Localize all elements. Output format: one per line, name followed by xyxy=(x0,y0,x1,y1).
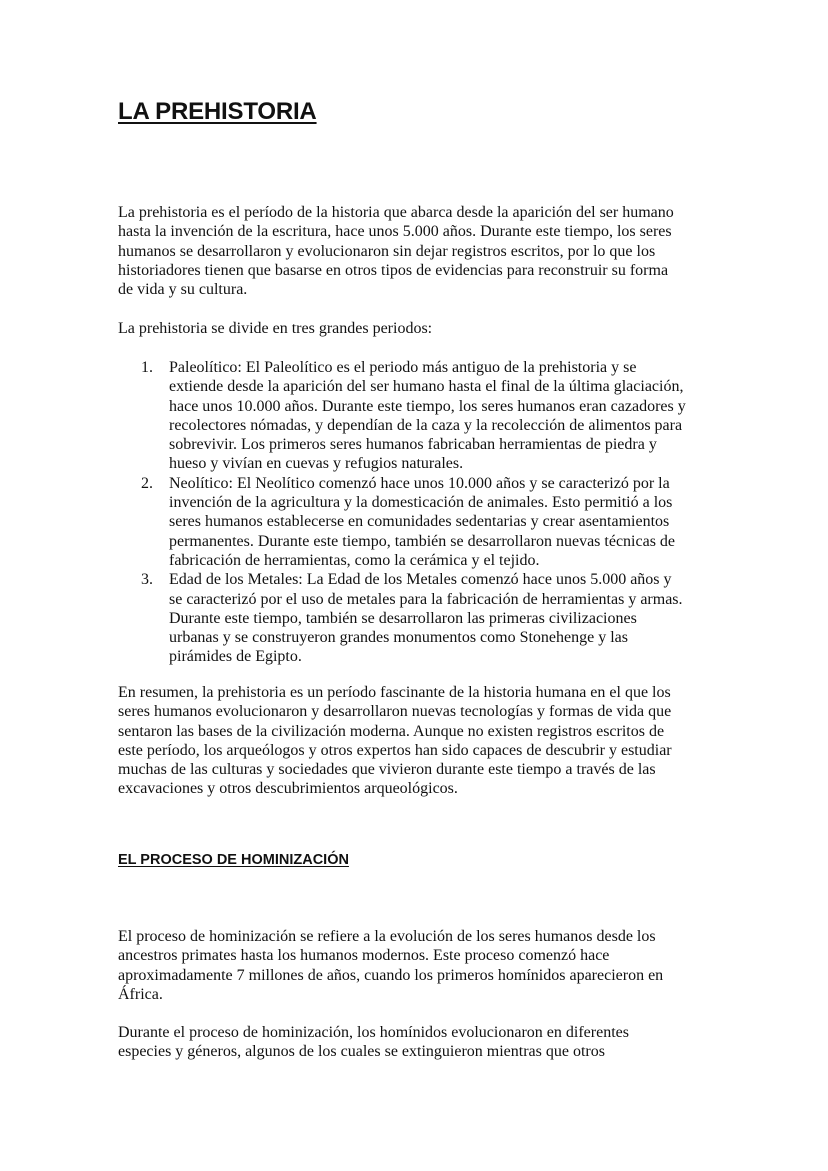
periods-intro: La prehistoria se divide en tres grandes periodos: xyxy=(118,320,433,337)
text-line: historiadores tienen que basarse en otros tipos de evidencias para reconstruir su forma xyxy=(118,261,669,279)
hominization-paragraph-2 xyxy=(118,1023,629,1062)
text-line: urbanas y se construyeron grandes monumentos como Stonehenge y las xyxy=(169,629,629,647)
list-item-edad-metales xyxy=(141,570,686,666)
list-item-neolitico xyxy=(141,474,686,570)
text-line: Durante el proceso de hominización, los homínidos evolucionaron en diferentes xyxy=(118,1024,629,1041)
text-line: de vida y su cultura. xyxy=(118,281,248,299)
text-line: se caracterizó por el uso de metales para la fabricación de herramientas y armas. xyxy=(169,590,683,608)
section-heading-hominizacion: EL PROCESO DE HOMINIZACIÓN xyxy=(118,852,349,868)
text-line: La prehistoria es el período de la historia que abarca desde la aparición del ser humano xyxy=(118,204,674,221)
list-number: 3. xyxy=(141,571,153,589)
text-line: hasta la invención de la escritura, hace unos 5.000 años. Durante este tiempo, los seres xyxy=(118,223,672,241)
list-number: 1. xyxy=(141,359,153,376)
text-line: excavaciones y otros descubrimientos arqueológicos. xyxy=(118,780,458,798)
list-number: 2. xyxy=(141,474,153,492)
text-line: El proceso de hominización se refiere a la evolución de los seres humanos desde los xyxy=(118,928,656,945)
text-line: invención de la agricultura y la domesticación de animales. Esto permitió a los xyxy=(169,494,673,512)
text-line: hace unos 10.000 años. Durante este tiempo, los seres humanos eran cazadores y xyxy=(169,397,686,415)
text-line: extiende desde la aparición del ser humano hasta el final de la última glaciación, xyxy=(169,378,684,396)
text-line: África. xyxy=(118,985,163,1003)
periods-list xyxy=(141,358,686,667)
page-title: LA PREHISTORIA xyxy=(118,98,317,125)
text-line: pirámides de Egipto. xyxy=(169,648,302,666)
text-line: seres humanos evolucionaron y desarrollaron nuevas tecnologías y formas de vida que xyxy=(118,703,672,721)
text-line: humanos se desarrollaron y evolucionaron sin dejar registros escritos, por lo que los xyxy=(118,242,656,260)
text-line: recolectores nómadas, y dependían de la caza y la recolección de alimentos para xyxy=(169,416,683,434)
text-line: hueso y vivían en cuevas y refugios naturales. xyxy=(169,455,464,473)
text-line: Edad de los Metales: La Edad de los Metales comenzó hace unos 5.000 años y xyxy=(169,571,672,589)
text-line: especies y géneros, algunos de los cuales se extinguieron mientras que otros xyxy=(118,1043,605,1061)
text-line: fabricación de herramientas, como la cerámica y el tejido. xyxy=(169,551,540,569)
text-line: este período, los arqueólogos y otros expertos han sido capaces de descubrir y estudiar xyxy=(118,741,672,759)
text-line: sentaron las bases de la civilización moderna. Aunque no existen registros escritos de xyxy=(118,722,665,740)
text-line: muchas de las culturas y sociedades que vivieron durante este tiempo a través de las xyxy=(118,761,656,779)
intro-paragraph xyxy=(118,203,674,299)
text-line: Durante este tiempo, también se desarrollaron las primeras civilizaciones xyxy=(169,609,637,627)
text-line: Neolítico: El Neolítico comenzó hace unos 10.000 años y se caracterizó por la xyxy=(169,474,670,492)
text-line: sobrevivir. Los primeros seres humanos fabricaban herramientas de piedra y xyxy=(169,436,657,454)
text-line: permanentes. Durante este tiempo, también se desarrollaron nuevas técnicas de xyxy=(169,532,676,550)
text-line: Paleolítico: El Paleolítico es el periodo más antiguo de la prehistoria y se xyxy=(169,359,637,376)
text-line: En resumen, la prehistoria es un período fascinante de la historia humana en el que los xyxy=(118,684,671,701)
text-line: ancestros primates hasta los humanos modernos. Este proceso comenzó hace xyxy=(118,947,610,965)
text-line: aproximadamente 7 millones de años, cuando los primeros homínidos aparecieron en xyxy=(118,966,664,984)
hominization-paragraph xyxy=(118,927,663,1004)
text-line: seres humanos establecerse en comunidades sedentarias y crear asentamientos xyxy=(169,513,670,531)
summary-paragraph xyxy=(118,683,672,799)
list-item-paleolitico xyxy=(141,358,686,474)
